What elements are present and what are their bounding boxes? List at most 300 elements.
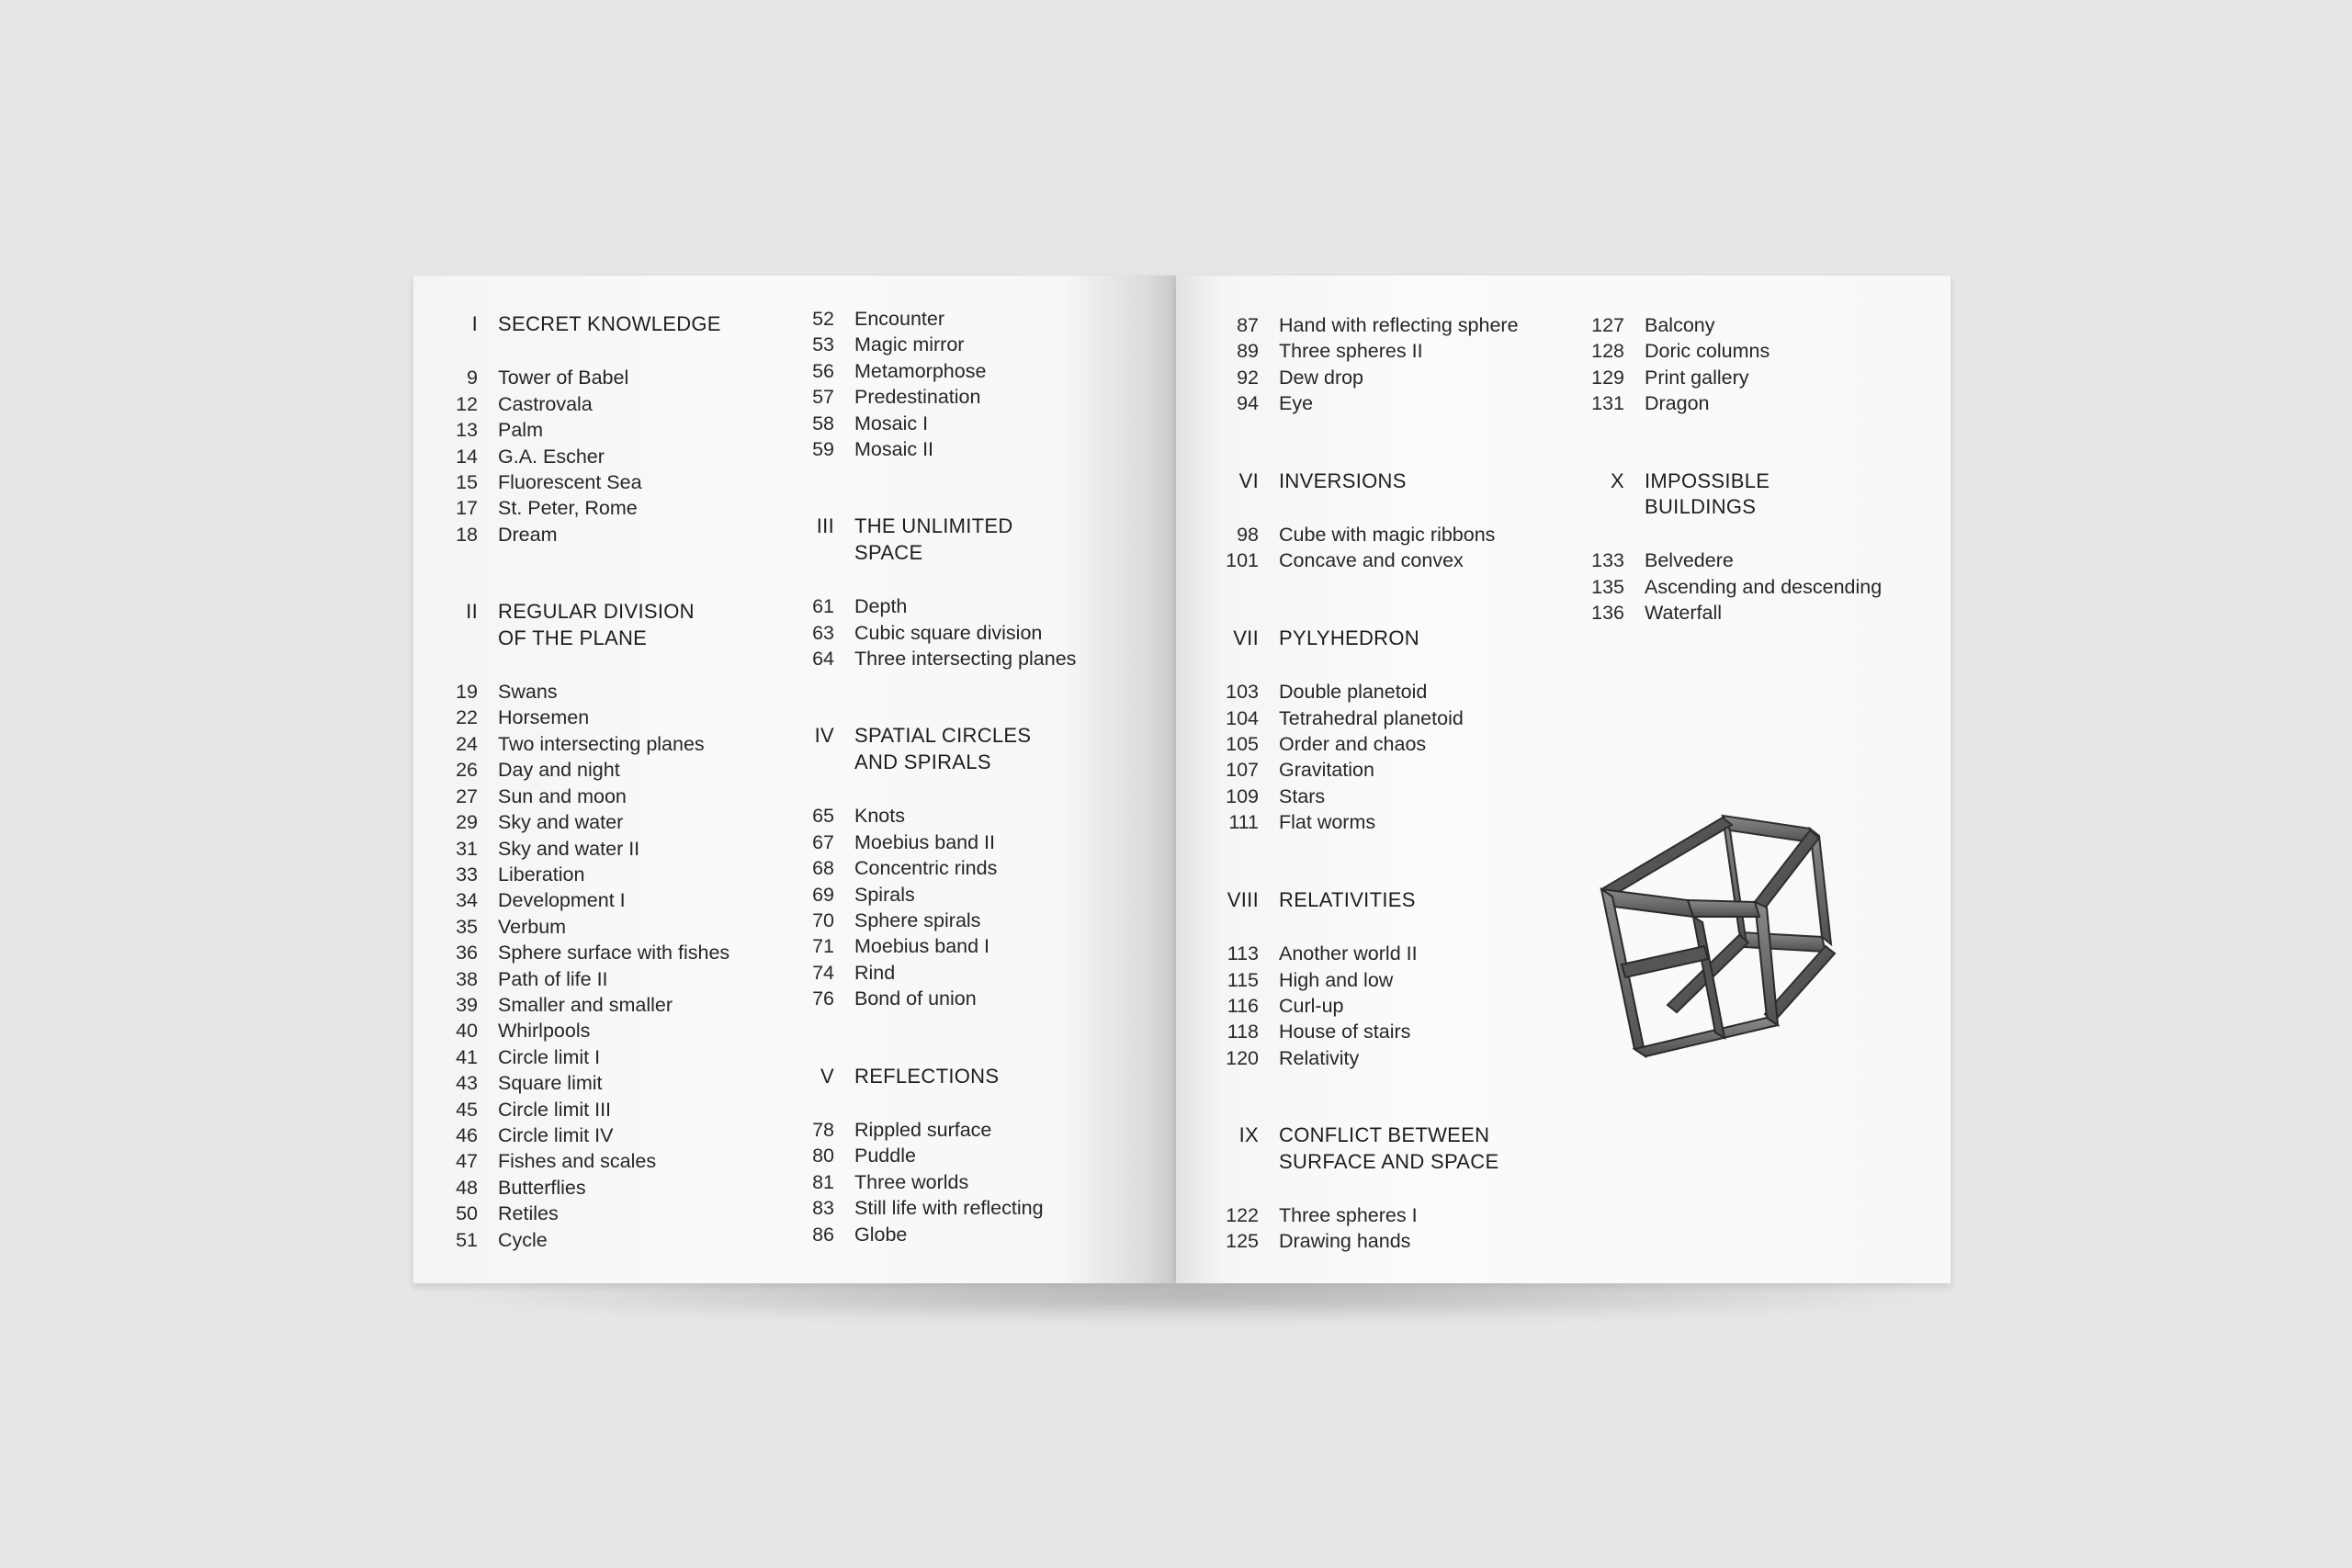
page-number: 135 <box>1591 575 1624 598</box>
page-number: 22 <box>456 706 478 729</box>
toc-entry[interactable] <box>797 829 1183 855</box>
section-title: REGULAR DIVISION <box>498 600 695 624</box>
toc-entry[interactable] <box>797 933 1183 959</box>
entry-title: Mosaic II <box>854 438 934 461</box>
page-number: 18 <box>456 523 478 546</box>
section-numeral: VIII <box>1227 887 1259 911</box>
toc-section <box>1588 468 1955 626</box>
section-gap <box>797 462 1183 513</box>
section-heading <box>797 750 1183 775</box>
page-number: 103 <box>1226 681 1259 704</box>
toc-entry[interactable] <box>797 1117 1183 1143</box>
entry-title: Dream <box>498 523 558 546</box>
toc-entry[interactable] <box>797 1222 1183 1247</box>
toc-entry[interactable] <box>797 986 1183 1011</box>
entry-title: Curl-up <box>1279 994 1344 1017</box>
page-number: 81 <box>812 1170 834 1193</box>
toc-entry[interactable] <box>1588 547 1955 573</box>
page-number: 109 <box>1226 784 1259 807</box>
entry-title: Butterflies <box>498 1176 586 1199</box>
heading-gap <box>1222 913 1589 941</box>
toc-section <box>441 311 808 547</box>
page-number: 59 <box>812 438 834 461</box>
entry-title: Relativity <box>1279 1046 1360 1069</box>
toc-entry[interactable] <box>1222 547 1589 573</box>
entry-title: Sphere surface with fishes <box>498 942 730 964</box>
toc-entry[interactable] <box>441 391 808 417</box>
toc-entry[interactable] <box>441 1201 808 1226</box>
entry-title: Sky and water II <box>498 837 640 860</box>
toc-entry[interactable] <box>797 908 1183 933</box>
toc-entry[interactable] <box>1222 1228 1589 1254</box>
page-number: 68 <box>812 857 834 880</box>
section-title: AND SPIRALS <box>854 750 991 773</box>
toc-column-3 <box>1222 312 1589 1255</box>
entry-title: Drawing hands <box>1279 1230 1411 1253</box>
section-numeral: IV <box>814 724 834 748</box>
entry-title: Development I <box>498 889 626 912</box>
page-number: 26 <box>456 759 478 782</box>
section-title: CONFLICT BETWEEN <box>1279 1123 1490 1147</box>
toc-entry[interactable] <box>1588 600 1955 626</box>
toc-entry[interactable] <box>1222 784 1589 809</box>
section-numeral: VI <box>1238 468 1259 492</box>
page-number: 43 <box>456 1072 478 1095</box>
page-number: 87 <box>1237 314 1259 336</box>
heading-gap <box>441 337 808 365</box>
entry-title: Fluorescent Sea <box>498 471 642 494</box>
section-numeral: II <box>466 600 478 624</box>
toc-entry[interactable] <box>441 1044 808 1070</box>
toc-entry[interactable] <box>441 469 808 495</box>
page-number: 34 <box>456 889 478 912</box>
section-heading <box>1222 887 1589 913</box>
section-title: OF THE PLANE <box>498 626 648 649</box>
entry-title: Moebius band I <box>854 935 990 958</box>
section-numeral: V <box>820 1064 834 1088</box>
entry-title: Mosaic I <box>854 412 929 434</box>
toc-entry[interactable] <box>1222 809 1589 835</box>
toc-entry[interactable] <box>441 365 808 390</box>
entry-title: Liberation <box>498 863 585 886</box>
entry-title: Concentric rinds <box>854 857 998 880</box>
section-gap <box>441 547 808 599</box>
toc-entry[interactable] <box>441 757 808 783</box>
entry-title: Fishes and scales <box>498 1150 657 1173</box>
entry-title: Bond of union <box>854 987 977 1010</box>
section-heading <box>1222 1149 1589 1175</box>
section-heading <box>1222 1122 1589 1148</box>
toc-entry[interactable] <box>1588 312 1955 338</box>
page-number: 46 <box>456 1123 478 1146</box>
section-numeral <box>1588 494 1645 520</box>
page-number: 125 <box>1226 1230 1259 1253</box>
toc-entry[interactable] <box>441 417 808 443</box>
page-number: 107 <box>1226 759 1259 782</box>
entry-title: Knots <box>854 805 905 828</box>
toc-column-4 <box>1588 312 1955 626</box>
toc-entry[interactable] <box>441 1122 808 1148</box>
page-number: 40 <box>456 1020 478 1043</box>
entry-title: Three spheres I <box>1279 1203 1418 1226</box>
toc-entry[interactable] <box>1222 1045 1589 1071</box>
toc-section <box>797 513 1183 671</box>
entry-title: Circle limit IV <box>498 1123 614 1146</box>
page-number: 50 <box>456 1202 478 1225</box>
page-number: 111 <box>1228 811 1259 834</box>
section-heading <box>441 311 808 337</box>
entry-title: Doric columns <box>1645 340 1770 363</box>
page-number: 115 <box>1227 968 1259 991</box>
section-numeral: III <box>816 514 834 538</box>
entry-title: Spirals <box>854 883 915 906</box>
section-title: SURFACE AND SPACE <box>1279 1149 1499 1173</box>
entry-title: Circle limit I <box>498 1045 601 1068</box>
toc-entry[interactable] <box>1588 390 1955 416</box>
section-title: BUILDINGS <box>1645 495 1757 519</box>
toc-entry[interactable] <box>1222 1019 1589 1044</box>
entry-title: Retiles <box>498 1202 559 1225</box>
entry-title: Hand with reflecting sphere <box>1279 314 1519 336</box>
page-number: 133 <box>1591 549 1624 572</box>
section-title: INVERSIONS <box>1279 468 1407 492</box>
toc-entry[interactable] <box>797 1169 1183 1195</box>
page-number: 48 <box>456 1176 478 1199</box>
page-number: 31 <box>456 837 478 860</box>
toc-entry[interactable] <box>441 1097 808 1122</box>
entry-title: Day and night <box>498 759 620 782</box>
entry-title: Three spheres II <box>1279 340 1423 363</box>
section-numeral: X <box>1611 468 1624 492</box>
section-heading <box>1222 626 1589 651</box>
entry-title: Tetrahedral planetoid <box>1279 706 1464 729</box>
page-number: 58 <box>812 412 834 434</box>
section-title: THE UNLIMITED <box>854 514 1013 538</box>
section-numeral: IX <box>1238 1123 1259 1147</box>
toc-entry[interactable] <box>1222 967 1589 993</box>
entry-title: Sun and moon <box>498 784 627 807</box>
page-number: 19 <box>456 681 478 704</box>
entry-title: Three worlds <box>854 1170 969 1193</box>
toc-entry[interactable] <box>441 862 808 887</box>
page-number: 131 <box>1591 392 1624 415</box>
section-title: REFLECTIONS <box>854 1064 1000 1088</box>
toc-entry[interactable] <box>441 914 808 940</box>
page-number: 17 <box>456 497 478 520</box>
toc-section <box>797 306 1183 462</box>
entry-title: Whirlpools <box>498 1020 591 1043</box>
entry-title: Waterfall <box>1645 602 1723 625</box>
page-number: 29 <box>456 811 478 834</box>
section-numeral: VII <box>1233 626 1259 649</box>
entry-title: Depth <box>854 595 908 618</box>
page-number: 45 <box>456 1098 478 1121</box>
page-number: 116 <box>1227 994 1259 1017</box>
toc-column-2 <box>797 306 1183 1247</box>
page-number: 35 <box>456 915 478 938</box>
entry-title: Dew drop <box>1279 366 1364 389</box>
toc-entry[interactable] <box>1222 522 1589 547</box>
section-heading <box>1588 468 1955 494</box>
toc-entry[interactable] <box>1222 365 1589 390</box>
entry-title: High and low <box>1279 968 1394 991</box>
toc-entry[interactable] <box>441 966 808 992</box>
entry-title: Flat worms <box>1279 811 1376 834</box>
entry-title: Still life with reflecting <box>854 1197 1044 1220</box>
entry-title: Belvedere <box>1645 549 1734 572</box>
entry-title: Three intersecting planes <box>854 648 1077 671</box>
entry-title: Cube with magic ribbons <box>1279 524 1496 547</box>
entry-title: Puddle <box>854 1145 916 1168</box>
section-gap <box>1588 417 1955 468</box>
toc-entry[interactable] <box>441 940 808 965</box>
toc-entry[interactable] <box>441 444 808 469</box>
impossible-cube-icon <box>1585 808 1879 1084</box>
entry-title: Magic mirror <box>854 333 965 356</box>
entry-title: Metamorphose <box>854 359 987 382</box>
entry-title: Stars <box>1279 784 1326 807</box>
toc-section <box>1222 1122 1589 1255</box>
toc-entry[interactable] <box>441 784 808 809</box>
page-number: 33 <box>456 863 478 886</box>
heading-gap <box>797 566 1183 593</box>
toc-entry[interactable] <box>1222 679 1589 705</box>
section-heading <box>441 626 808 651</box>
page-number: 122 <box>1226 1203 1259 1226</box>
section-heading <box>441 599 808 625</box>
section-heading <box>1222 468 1589 494</box>
toc-entry[interactable] <box>441 495 808 521</box>
page-number: 41 <box>456 1045 478 1068</box>
page-number: 47 <box>456 1150 478 1173</box>
entry-title: Dragon <box>1645 392 1710 415</box>
toc-entry[interactable] <box>441 679 808 705</box>
page-number: 67 <box>812 830 834 853</box>
toc-section <box>1222 626 1589 836</box>
heading-gap <box>441 651 808 679</box>
toc-entry[interactable] <box>1222 705 1589 731</box>
toc-entry[interactable] <box>441 1227 808 1253</box>
entry-title: Cycle <box>498 1228 548 1251</box>
page-number: 129 <box>1591 366 1624 389</box>
page-number: 83 <box>812 1197 834 1220</box>
toc-entry[interactable] <box>797 306 1183 332</box>
entry-title: Ascending and descending <box>1645 575 1883 598</box>
toc-entry[interactable] <box>441 1018 808 1043</box>
page-number: 38 <box>456 967 478 990</box>
toc-entry[interactable] <box>797 960 1183 986</box>
toc-entry[interactable] <box>441 887 808 913</box>
toc-entry[interactable] <box>441 522 808 547</box>
entry-title: Smaller and smaller <box>498 993 673 1016</box>
toc-entry[interactable] <box>1588 338 1955 364</box>
entry-title: Encounter <box>854 308 945 330</box>
page-number: 15 <box>456 471 478 494</box>
entry-title: Path of life II <box>498 967 608 990</box>
toc-column-1 <box>441 311 808 1253</box>
section-heading <box>797 513 1183 539</box>
page-number: 12 <box>456 392 478 415</box>
toc-entry[interactable] <box>441 731 808 757</box>
toc-entry[interactable] <box>441 809 808 835</box>
section-gap <box>797 1012 1183 1064</box>
entry-title: Palm <box>498 419 543 442</box>
entry-title: Horsemen <box>498 706 590 729</box>
toc-section <box>1222 312 1589 417</box>
section-title: RELATIVITIES <box>1279 887 1416 911</box>
toc-entry[interactable] <box>1222 312 1589 338</box>
heading-gap <box>1588 520 1955 547</box>
entry-title: Circle limit III <box>498 1098 612 1121</box>
page-number: 78 <box>812 1118 834 1141</box>
toc-entry[interactable] <box>1588 574 1955 600</box>
page-number: 74 <box>812 961 834 984</box>
page-number: 101 <box>1226 549 1259 572</box>
page-number: 113 <box>1227 942 1259 965</box>
section-heading <box>1588 494 1955 520</box>
page-number: 65 <box>812 805 834 828</box>
toc-entry[interactable] <box>1588 365 1955 390</box>
page-number: 105 <box>1226 733 1259 756</box>
toc-entry[interactable] <box>441 705 808 730</box>
toc-entry[interactable] <box>441 836 808 862</box>
entry-title: Two intersecting planes <box>498 732 705 755</box>
section-numeral: I <box>471 312 478 335</box>
entry-title: Tower of Babel <box>498 367 629 389</box>
entry-title: Cubic square division <box>854 621 1043 644</box>
section-heading <box>797 540 1183 566</box>
page-number: 52 <box>812 308 834 330</box>
page-number: 61 <box>812 595 834 618</box>
page-number: 57 <box>812 386 834 409</box>
heading-gap <box>1222 651 1589 679</box>
page-number: 9 <box>467 367 478 389</box>
toc-section <box>797 1064 1183 1247</box>
page-number: 13 <box>456 419 478 442</box>
section-gap <box>1222 417 1589 468</box>
entry-title: Rind <box>854 961 896 984</box>
toc-section <box>1222 468 1589 574</box>
entry-title: St. Peter, Rome <box>498 497 638 520</box>
toc-section <box>441 599 808 1253</box>
page-number: 80 <box>812 1145 834 1168</box>
entry-title: Balcony <box>1645 314 1715 336</box>
entry-title: Sphere spirals <box>854 908 981 931</box>
toc-entry[interactable] <box>1222 941 1589 966</box>
entry-title: Sky and water <box>498 811 624 834</box>
page-number: 98 <box>1237 524 1259 547</box>
toc-entry[interactable] <box>797 855 1183 881</box>
section-heading <box>797 1064 1183 1089</box>
entry-title: Another world II <box>1279 942 1418 965</box>
toc-entry[interactable] <box>441 992 808 1018</box>
entry-title: Globe <box>854 1223 908 1246</box>
toc-section <box>797 723 1183 1011</box>
entry-title: Castrovala <box>498 392 593 415</box>
toc-entry[interactable] <box>797 882 1183 908</box>
page-number: 136 <box>1591 602 1624 625</box>
page-number: 70 <box>812 908 834 931</box>
toc-entry[interactable] <box>441 1148 808 1174</box>
page-number: 104 <box>1226 706 1259 729</box>
toc-section <box>1588 312 1955 417</box>
page-number: 39 <box>456 993 478 1016</box>
toc-entry[interactable] <box>797 620 1183 646</box>
page-number: 86 <box>812 1223 834 1246</box>
entry-title: Gravitation <box>1279 759 1374 782</box>
entry-title: Eye <box>1279 392 1314 415</box>
toc-entry[interactable] <box>797 436 1183 462</box>
toc-section <box>1222 887 1589 1071</box>
entry-title: Swans <box>498 681 558 704</box>
page-number: 24 <box>456 732 478 755</box>
toc-entry[interactable] <box>797 1143 1183 1168</box>
page-number: 64 <box>812 648 834 671</box>
toc-entry[interactable] <box>1222 1202 1589 1228</box>
page-number: 94 <box>1237 392 1259 415</box>
page-number: 127 <box>1591 314 1624 336</box>
page-number: 120 <box>1226 1046 1259 1069</box>
heading-gap <box>797 775 1183 803</box>
page-number: 27 <box>456 784 478 807</box>
entry-title: Rippled surface <box>854 1118 992 1141</box>
toc-entry[interactable] <box>797 593 1183 619</box>
entry-title: Verbum <box>498 915 567 938</box>
section-gap <box>1222 574 1589 626</box>
toc-entry[interactable] <box>1222 731 1589 757</box>
section-title: SECRET KNOWLEDGE <box>498 312 721 335</box>
section-gap <box>797 671 1183 723</box>
entry-title: Moebius band II <box>854 830 995 853</box>
toc-entry[interactable] <box>797 646 1183 671</box>
entry-title: Print gallery <box>1645 366 1749 389</box>
heading-gap <box>1222 1175 1589 1202</box>
toc-entry[interactable] <box>797 803 1183 829</box>
toc-entry[interactable] <box>1222 390 1589 416</box>
page-number: 76 <box>812 987 834 1010</box>
toc-entry[interactable] <box>1222 757 1589 783</box>
entry-title: G.A. Escher <box>498 445 605 468</box>
toc-entry[interactable] <box>797 411 1183 436</box>
page-number: 14 <box>456 445 478 468</box>
toc-entry[interactable] <box>797 332 1183 357</box>
section-numeral <box>441 626 498 651</box>
page-number: 128 <box>1591 340 1624 363</box>
page-number: 69 <box>812 883 834 906</box>
toc-entry[interactable] <box>1222 993 1589 1019</box>
entry-title: Square limit <box>498 1072 603 1095</box>
entry-title: House of stairs <box>1279 1021 1411 1043</box>
section-gap <box>1222 836 1589 887</box>
entry-title: Order and chaos <box>1279 733 1427 756</box>
page-number: 51 <box>456 1228 478 1251</box>
toc-entry[interactable] <box>797 384 1183 410</box>
toc-entry[interactable] <box>1222 338 1589 364</box>
page-number: 71 <box>812 935 834 958</box>
toc-entry[interactable] <box>441 1070 808 1096</box>
section-title: IMPOSSIBLE <box>1645 468 1770 492</box>
section-numeral <box>797 540 854 566</box>
toc-entry[interactable] <box>797 1195 1183 1221</box>
page-number: 53 <box>812 333 834 356</box>
page-number: 89 <box>1237 340 1259 363</box>
section-title: PYLYHEDRON <box>1279 626 1419 649</box>
page-number: 36 <box>456 942 478 964</box>
entry-title: Concave and convex <box>1279 549 1464 572</box>
toc-entry[interactable] <box>441 1175 808 1201</box>
toc-entry[interactable] <box>797 358 1183 384</box>
entry-title: Double planetoid <box>1279 681 1428 704</box>
